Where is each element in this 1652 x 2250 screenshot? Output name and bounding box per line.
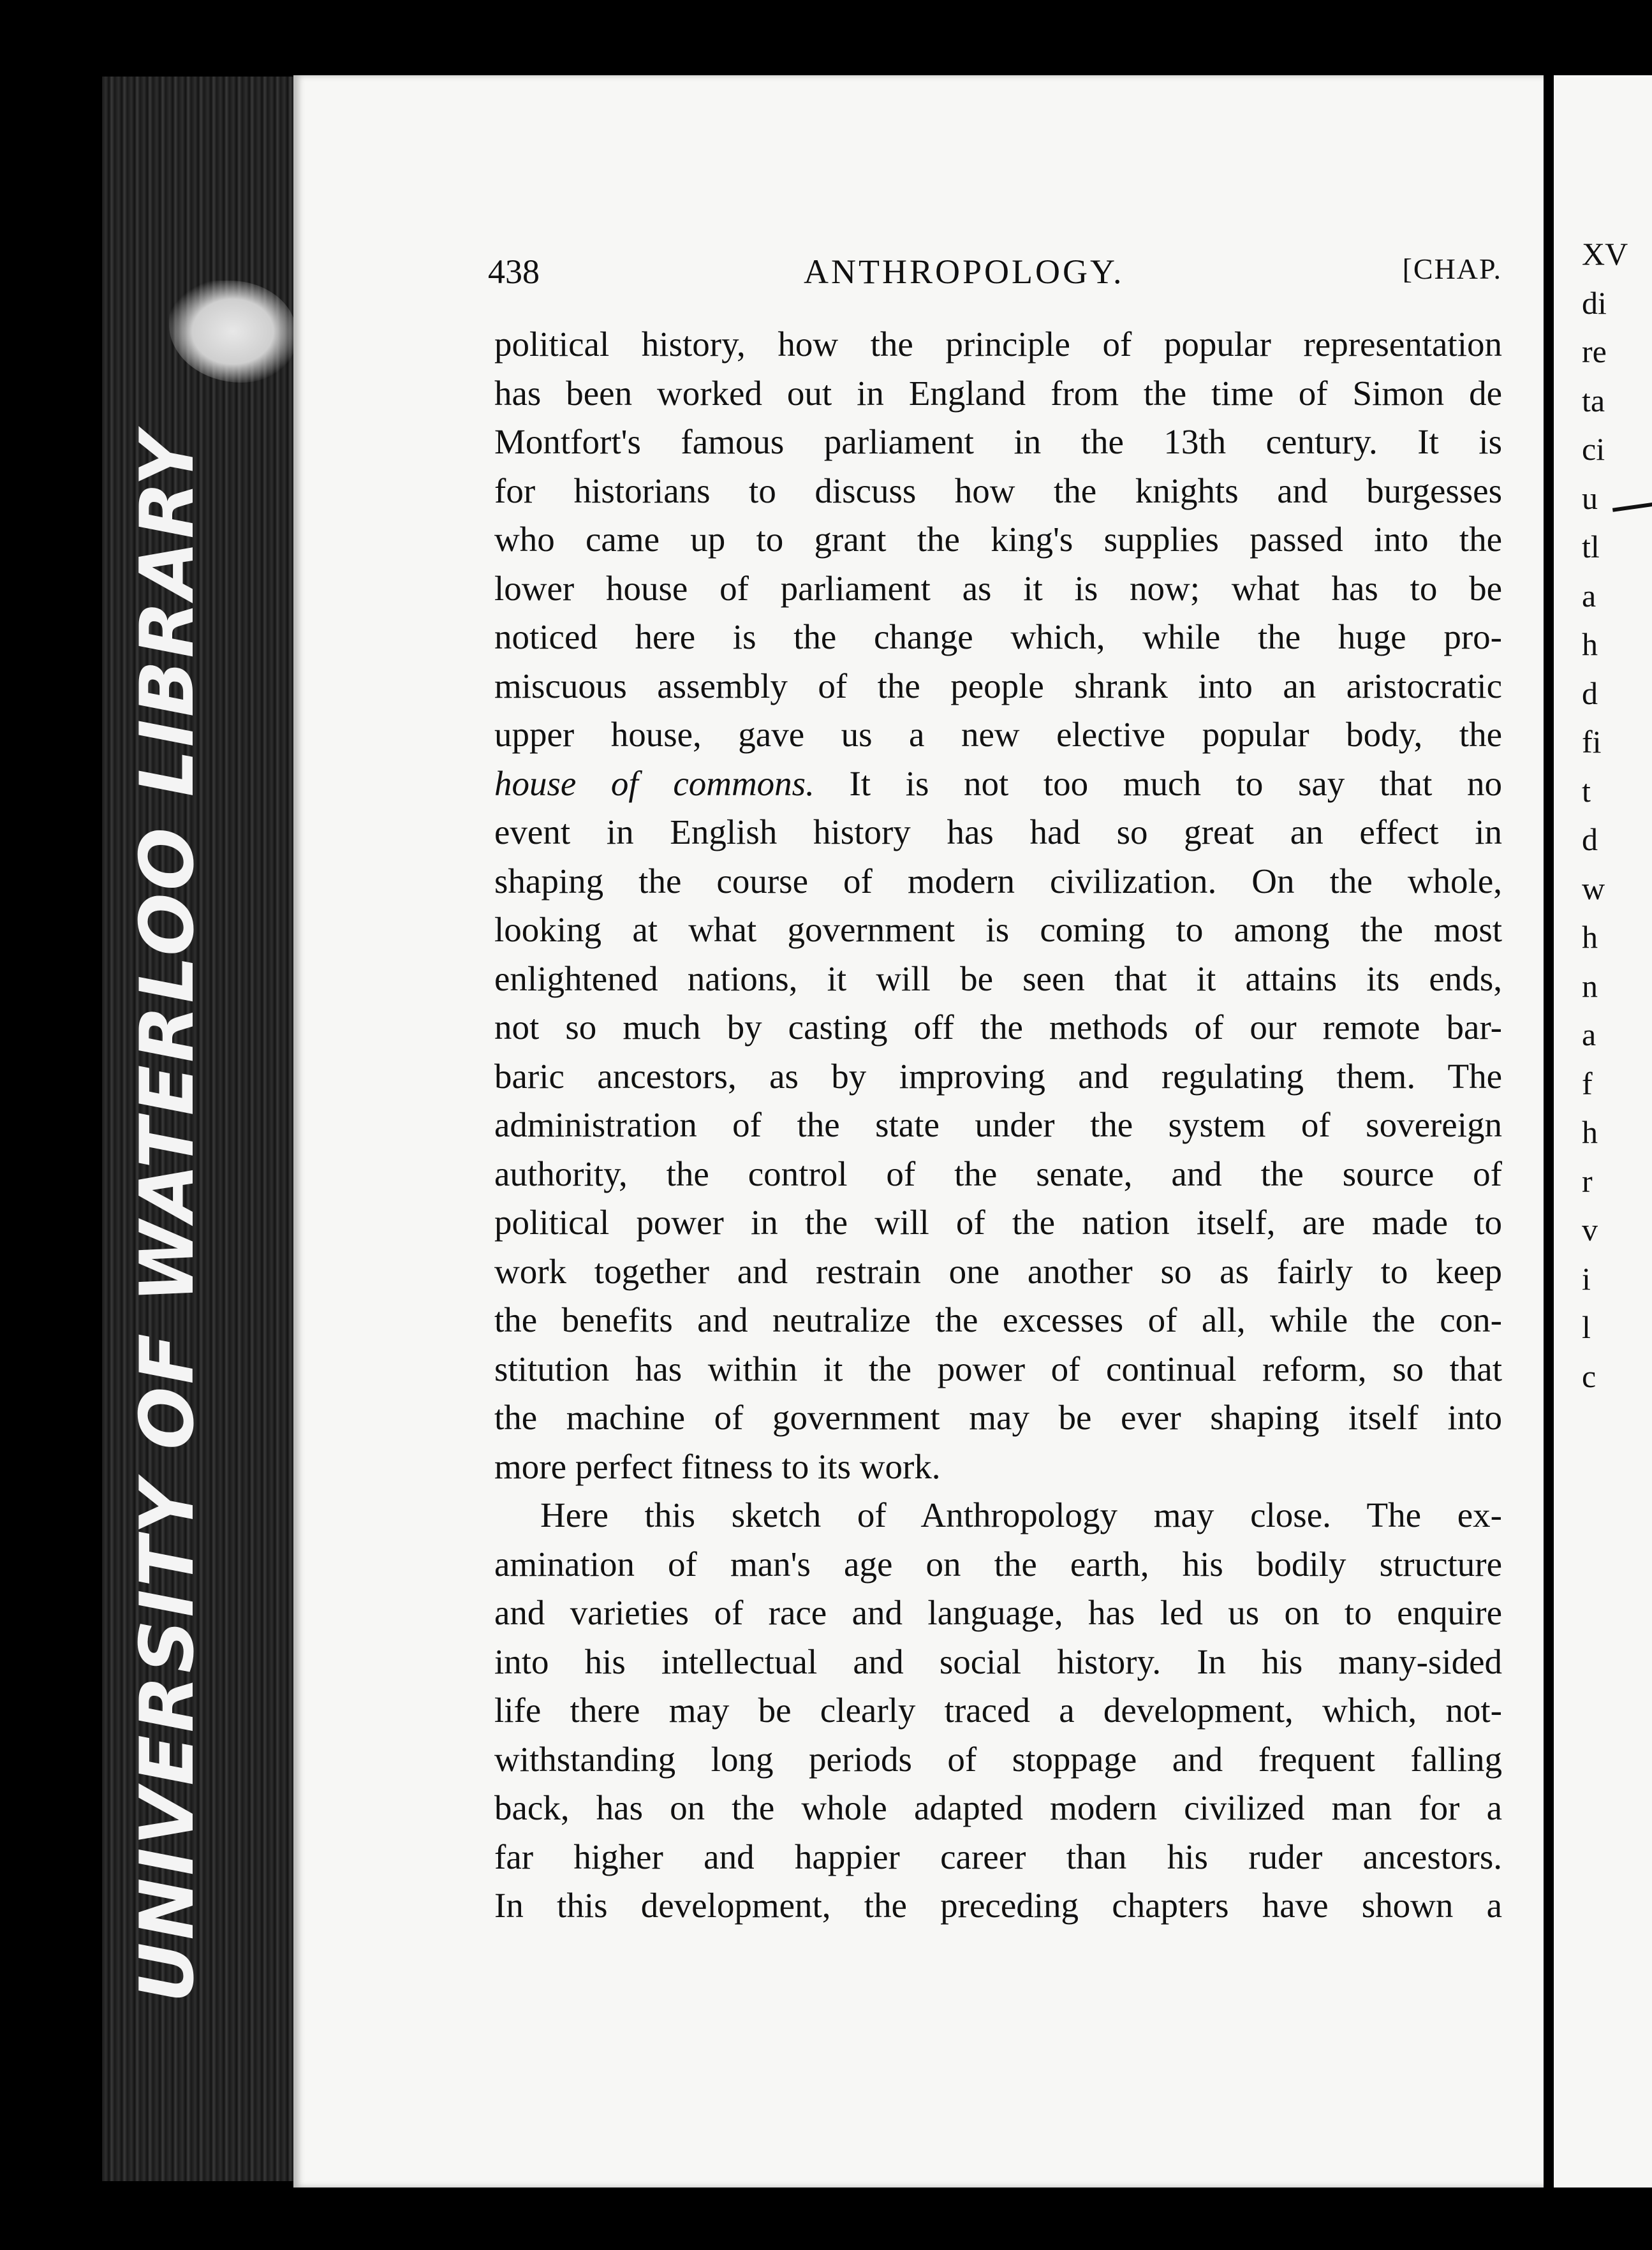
text-line: the machine of government may be ever shaping itself into	[494, 1398, 1502, 1437]
spine-library-label: UNIVERSITY OF WATERLOO LIBRARY	[124, 429, 210, 2003]
text-line: for historians to discuss how the knights and burgesses	[494, 471, 1502, 510]
text-line: the benefits and neutralize the excesses of all, while the con-	[494, 1300, 1502, 1339]
text-line: back, has on the whole adapted modern civilized man for a	[494, 1788, 1502, 1827]
fragment: re	[1582, 334, 1607, 369]
fragment: d	[1582, 821, 1598, 857]
paragraph-start-line: Here this sketch of Anthropology may close. The ex-	[540, 1496, 1502, 1534]
fragment: tl	[1582, 529, 1600, 564]
fragment: h	[1582, 626, 1598, 662]
fragment: a	[1582, 1017, 1597, 1052]
text-line: political power in the will of the nation itself, are made to	[494, 1203, 1502, 1242]
text-line: amination of man's age on the earth, his bodily structure	[494, 1544, 1502, 1584]
fragment: fi	[1582, 724, 1602, 760]
text-line: upper house, gave us a new elective popular body, the	[494, 715, 1502, 754]
fragment: a	[1582, 577, 1597, 614]
fragment: h	[1582, 1114, 1598, 1150]
fragment: l	[1582, 1309, 1591, 1345]
text-line: lower house of parliament as it is now; what has to be	[494, 568, 1502, 608]
fragment: u	[1582, 480, 1598, 516]
text-line: far higher and happier career than his ruder ancestors.	[494, 1837, 1502, 1876]
text-line: looking at what government is coming to among the most	[494, 910, 1502, 949]
chapter-marker: [CHAP.	[1402, 253, 1502, 285]
text-line: event in English history has had so great an effect in	[494, 812, 1502, 851]
fragment: d	[1582, 675, 1598, 711]
page-header	[488, 252, 1502, 297]
running-title: ANTHROPOLOGY.	[804, 253, 1125, 291]
text-line: shaping the course of modern civilization. On the whole,	[494, 861, 1502, 901]
fragment: i	[1582, 1260, 1591, 1297]
text-line: miscuous assembly of the people shrank into an aristocratic	[494, 666, 1502, 705]
body-text	[494, 320, 1502, 1930]
text-line: Montfort's famous parliament in the 13th century. It is	[494, 422, 1502, 461]
text-line: and varieties of race and language, has led us on to enquire	[494, 1593, 1502, 1632]
text-line: withstanding long periods of stoppage and frequent falling	[494, 1739, 1502, 1779]
text-line: administration of the state under the system of sovereign	[494, 1105, 1502, 1144]
text-line: life there may be clearly traced a development, which, not-	[494, 1691, 1502, 1730]
fragment: r	[1582, 1163, 1593, 1199]
fragment: h	[1582, 919, 1598, 955]
fragment: w	[1582, 870, 1605, 906]
fragment: t	[1582, 772, 1591, 809]
text-line: stitution has within it the power of continual reform, so that	[494, 1349, 1502, 1388]
text-line: baric ancestors, as by improving and regulating them. The	[494, 1056, 1502, 1096]
page-number: 438	[488, 253, 540, 291]
facing-page-text-fragments	[1582, 230, 1652, 1401]
text-line: into his intellectual and social history. In his many-sided	[494, 1642, 1502, 1681]
fragment: ta	[1582, 382, 1605, 418]
text-line: enlightened nations, it will be seen that it attains its ends,	[494, 959, 1502, 998]
fragment: c	[1582, 1358, 1597, 1394]
text-line: has been worked out in England from the time of Simon de	[494, 373, 1502, 413]
text-line: political history, how the principle of popular representation	[494, 325, 1502, 364]
italic-phrase: house of commons.	[494, 763, 815, 803]
text-line: house of commons. It is not too much to say that no	[494, 763, 1502, 803]
text-line: more perfect fitness to its work.	[494, 1446, 941, 1486]
fragment: f	[1582, 1065, 1593, 1101]
text-line: work together and restrain one another so as fairly to keep	[494, 1251, 1502, 1291]
fragment: v	[1582, 1212, 1598, 1247]
text-line: noticed here is the change which, while the huge pro-	[494, 617, 1502, 656]
fragment: n	[1582, 967, 1598, 1004]
fragment: di	[1582, 284, 1607, 321]
text-line: who came up to grant the king's supplies passed into the	[494, 520, 1502, 559]
fragment: ci	[1582, 431, 1605, 467]
text-line: not so much by casting off the methods of our remote bar-	[494, 1008, 1502, 1047]
fragment: XV	[1582, 236, 1628, 272]
text-line: In this development, the preceding chapters have shown a	[494, 1886, 1502, 1925]
text-line: authority, the control of the senate, and the source of	[494, 1154, 1502, 1193]
